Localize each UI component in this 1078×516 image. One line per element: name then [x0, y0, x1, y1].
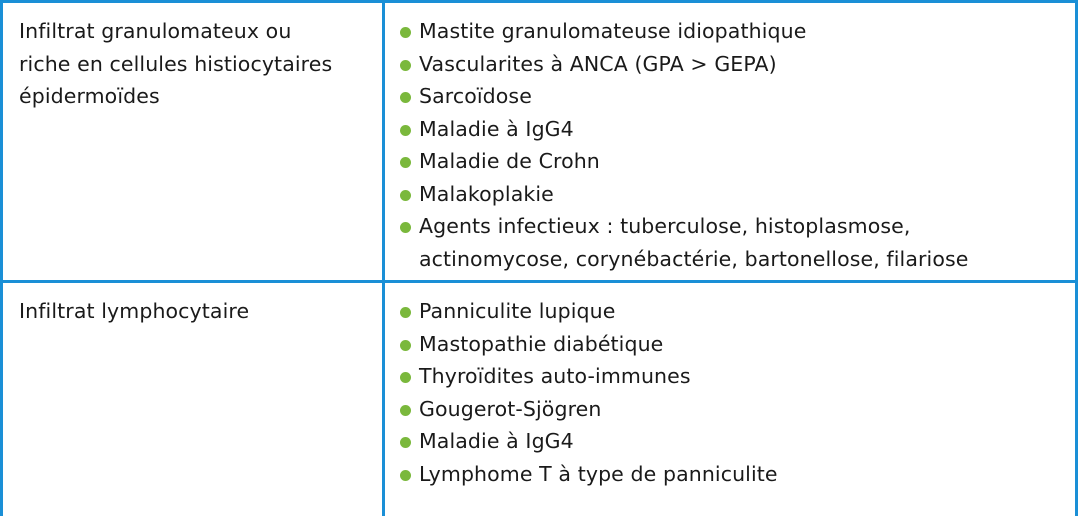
table-row [2, 2, 1077, 282]
category-line: Infiltrat lymphocytaire [19, 299, 250, 323]
list-item: Gougerot-Sjögren [399, 393, 1067, 426]
category-cell [2, 2, 384, 282]
bullet-dot-icon [400, 470, 411, 481]
list-item: Mastopathie diabétique [399, 328, 1067, 361]
item-list [399, 15, 1067, 275]
bullet-dot-icon [400, 222, 411, 233]
bullet-dot-icon [400, 92, 411, 103]
bullet-dot-icon [400, 60, 411, 71]
list-item: Vascularites à ANCA (GPA > GEPA) [399, 48, 1067, 81]
bullet-dot-icon [400, 372, 411, 383]
bullet-dot-icon [400, 437, 411, 448]
category-line: épidermoïdes [19, 84, 160, 108]
bullet-dot-icon [400, 340, 411, 351]
bullet-dot-icon [400, 190, 411, 201]
bullet-dot-icon [400, 157, 411, 168]
list-item: Maladie à IgG4 [399, 425, 1067, 458]
item-list [399, 295, 1067, 490]
list-item: Thyroïdites auto-immunes [399, 360, 1067, 393]
list-item: Sarcoïdose [399, 80, 1067, 113]
category-line: Infiltrat granulomateux ou [19, 19, 292, 43]
list-item: Mastite granulomateuse idiopathique [399, 15, 1067, 48]
list-item: Malakoplakie [399, 178, 1067, 211]
bullet-dot-icon [400, 405, 411, 416]
category-line: riche en cellules histiocytaires [19, 51, 333, 76]
list-item: Agents infectieux : tuberculose, histoplasmose, actinomycose, corynébactérie, bartonellose, filariose [399, 210, 1067, 275]
category-label [3, 283, 382, 328]
category-cell [2, 282, 384, 516]
bullet-dot-icon [400, 307, 411, 318]
category-label [3, 3, 382, 113]
items-cell [384, 282, 1077, 516]
bullet-dot-icon [400, 27, 411, 38]
items-cell [384, 2, 1077, 282]
list-item: Panniculite lupique [399, 295, 1067, 328]
table-row [2, 282, 1077, 516]
list-item: Maladie à IgG4 [399, 113, 1067, 146]
list-item: Maladie de Crohn [399, 145, 1067, 178]
list-item: Lymphome T à type de panniculite [399, 458, 1067, 491]
bullet-dot-icon [400, 125, 411, 136]
